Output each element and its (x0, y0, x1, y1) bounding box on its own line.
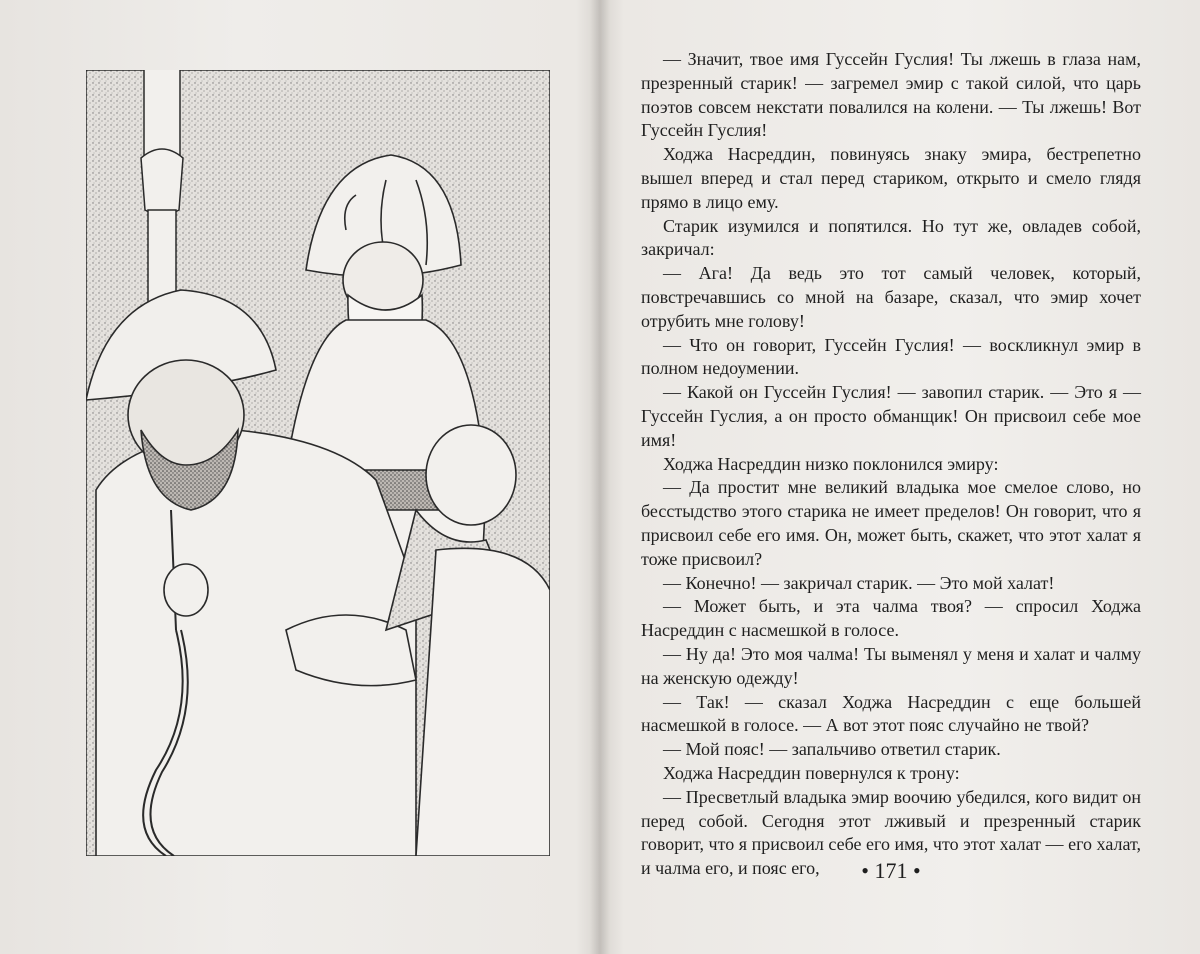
page-number: • 171 • (861, 858, 921, 883)
illustration (86, 70, 550, 856)
paragraph: — Да простит мне великий владыка мое смелое слово, но бесстыдство этого старика не имеет пределов! Он говорит, что я присвоил себе его имя. Он, может быть, скажет, что этот халат я тоже присвоил? (641, 477, 1141, 569)
paragraph: Ходжа Насреддин повернулся к трону: (663, 762, 960, 783)
paragraph: — Что он говорит, Гуссейн Гуслия! — воскликнул эмир в полном недоумении. (641, 334, 1141, 379)
paragraph: — Так! — сказал Ходжа Насреддин с еще большей насмешкой в голосе. — А вот этот пояс случайно не твой? (641, 691, 1141, 736)
text-page (641, 48, 1141, 881)
paragraph: — Мой пояс! — запальчиво ответил старик. (663, 739, 1001, 760)
paragraph: Старик изумился и попятился. Но тут же, овладев собой, закричал: (641, 215, 1141, 260)
paragraph: — Пресветлый владыка эмир воочию убедился, кого видит он перед собой. Сегодня этот лживый и презренный старик говорит, что я присвоил себе его имя, что этот халат — его халат, и чалма его, и пояс его, (641, 786, 1141, 879)
paragraph: — Ну да! Это моя чалма! Ты выменял у меня и халат и чалму на женскую одежду! (641, 643, 1141, 688)
book-spine (590, 0, 610, 954)
paragraph: — Может быть, и эта чалма твоя? — спросил Ходжа Насреддин с насмешкой в голосе. (641, 596, 1141, 641)
paragraph: Ходжа Насреддин, повинуясь знаку эмира, бестрепетно вышел вперед и стал перед стариком, открыто и смело глядя прямо в лицо ему. (641, 144, 1141, 212)
paragraph: — Какой он Гуссейн Гуслия! — завопил старик. — Это я — Гуссейн Гуслия, а он просто обманщик! Он присвоил себе мое имя! (641, 382, 1141, 450)
paragraph: — Ага! Да ведь это тот самый человек, который, повстречавшись со мной на базаре, сказал, что эмир хочет отрубить мне голову! (641, 263, 1141, 331)
paragraph: Ходжа Насреддин низко поклонился эмиру: (663, 453, 999, 474)
paragraph: — Значит, твое имя Гуссейн Гуслия! Ты лжешь в глаза нам, презренный старик! — загремел эмир с такой силой, что царь поэтов совсем некстати повалился на колени. — Ты лжешь! Вот Гуссейн Гуслия! (641, 49, 1141, 141)
paragraph: — Конечно! — закричал старик. — Это мой халат! (663, 572, 1055, 593)
